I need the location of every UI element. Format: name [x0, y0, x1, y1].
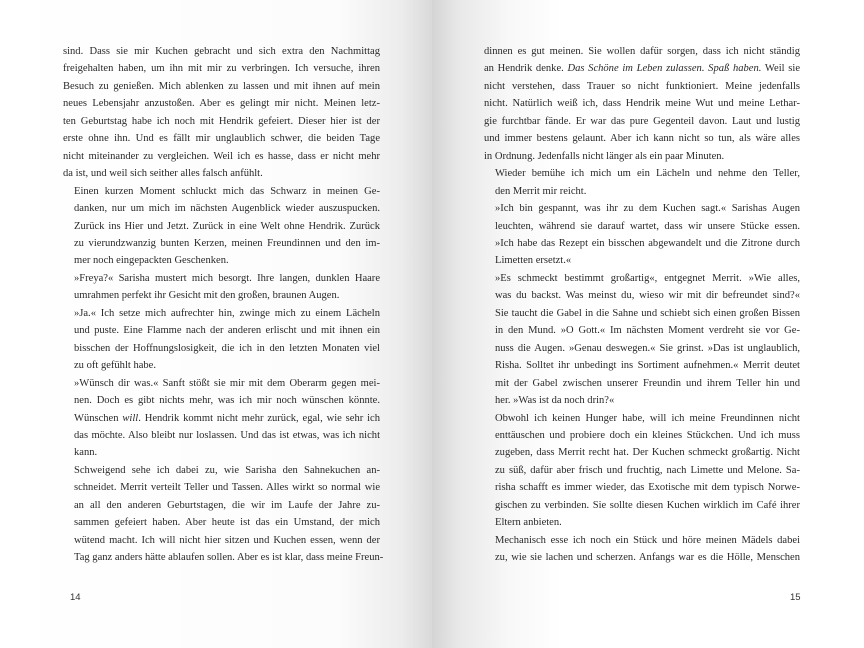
text-line: nuss die Augen. »Genau deswegen.« Sie grinst. »Das ist unglaublich, — [495, 342, 800, 354]
text-line: risha schafft es immer wieder, das Exotische mit dem typisch Norwe- — [495, 482, 800, 494]
text-line: sind. Dass sie mir Kuchen gebracht und sich extra den Nachmittag — [63, 46, 380, 57]
text-line: an all den anderen Geburtstagen, die wir im Laufe der Jahre zu- — [74, 499, 380, 511]
text-line: umrahmen perfekt ihr Gesicht mit den großen, braunen Augen. — [74, 290, 340, 302]
text-line: Tag ganz anders hätte ablaufen sollen. Aber es ist klar, dass meine Freun- — [74, 552, 384, 564]
text-line: zu oft gefühlt habe. — [74, 360, 157, 372]
text-line: enttäuschen und probiere doch ein kleines Stückchen. Und ich muss — [495, 429, 800, 441]
text-line: ten Geburtstag habe ich noch mit Hendrik gefeiert. Dieser hier ist der — [63, 115, 380, 127]
text-line: gie furchtbar fände. Er war das pure Gegenteil davon. Laut und lustig — [484, 115, 800, 127]
text-line: sammen gefeiert haben. Aber heute ist das ein Umstand, der mich — [74, 517, 380, 529]
paragraph — [63, 43, 380, 183]
text-line: und immer bestens gelaunt. Aber ich kann nicht so tun, als wäre alles — [484, 133, 800, 145]
text-line: gischen zu verbinden. Sie sollte diesen Kuchen wirklich im Café ihrer — [495, 499, 800, 511]
text-line: in den Mund. »O Gott.« Im nächsten Moment verdreht sie vor Ge- — [495, 325, 800, 337]
paragraph — [63, 375, 380, 462]
text-line: bisschen der Hoffnungslosigkeit, die ich in den letzten Monaten viel — [74, 342, 380, 354]
italic-span: Das Schöne im Leben zulassen. Spaß haben. — [567, 63, 762, 75]
text-line: Eltern anbieten. — [495, 517, 562, 529]
text-line: nicht miteinander zu vergleichen. Weil ich es hasse, dass er nicht mehr — [63, 150, 380, 162]
text-line: was du backst. Was meinst du, wieso wir mit dir befreundet sind?« — [495, 290, 800, 302]
paragraph — [484, 270, 800, 410]
text-line: Wünschen will. Hendrik kommt nicht mehr zurück, egal, wie sehr ich — [74, 412, 380, 424]
text-line: »Freya?« Sarisha mustert mich besorgt. Ihre langen, dunklen Haare — [74, 272, 380, 284]
paragraph — [63, 183, 380, 270]
paragraph — [63, 305, 380, 375]
text-line: »Ich habe das Rezept ein bisschen abgewandelt und die Zitrone durch — [495, 237, 800, 249]
paragraph — [484, 43, 800, 165]
text-line: Obwohl ich keinen Hunger habe, will ich meine Freundinnen nicht — [495, 412, 800, 424]
text-line: her. »Was ist da noch drin?« — [495, 395, 615, 407]
text-line: und puste. Eine Flamme nach der anderen erlischt und mit ihnen ein — [74, 325, 380, 337]
text-line: nicht verstehen, dass Trauer so nicht funktioniert. Meine jedenfalls — [484, 80, 800, 92]
paragraph — [484, 410, 800, 532]
text-line: nen. Doch es gibt nichts mehr, was ich mir noch wünschen könnte. — [74, 395, 380, 407]
left-page-number: 14 — [70, 592, 81, 603]
text-line: mit der Gabel zwischen unserer Freundin und ihrem Teller hin und — [495, 377, 800, 389]
paragraph — [484, 532, 800, 567]
text-line: kann. — [74, 447, 98, 459]
text-line: neues Lebensjahr anzustoßen. Aber es gelingt mir nicht. Meinen letz- — [63, 98, 380, 110]
right-page-number: 15 — [790, 592, 801, 603]
right-page — [432, 0, 864, 648]
text-line: erste ohne ihn. Und es fällt mir unglaublich schwer, die beiden Tage — [63, 133, 380, 145]
text-line: da ist, und weil sich seither alles falsch anfühlt. — [63, 168, 263, 180]
text-line: zu süß, dafür aber frisch und fruchtig, nach Limette und Melone. Sa- — [495, 464, 800, 476]
text-line: Risha. Solltet ihr unbedingt ins Sortiment aufnehmen.« Merrit deutet — [495, 360, 800, 372]
italic-span: will — [122, 412, 139, 424]
text-line: freigehalten haben, um ihn mit mir zu verbringen. Ich versuche, ihren — [63, 63, 380, 75]
paragraph — [63, 462, 384, 567]
text-line: Einen kurzen Moment schluckt mich das Schwarz in meinen Ge- — [74, 185, 380, 197]
text-line: Besuch zu genießen. Mich ablenken zu lassen und mit ihnen auf mein — [63, 80, 380, 92]
text-line: schneidet. Merrit verteilt Teller und Tassen. Alles wirkt so normal wie — [74, 482, 380, 494]
text-line: danken, nur um mich im nächsten Augenblick wieder auszuspucken. — [74, 203, 380, 215]
text-line: »Ich bin gespannt, was ihr zu dem Kuchen sagt.« Sarishas Augen — [495, 203, 800, 215]
text-line: Zurück ins Hier und Jetzt. Zurück in eine Welt ohne Hendrik. Zurück — [74, 220, 380, 232]
text-line: zu vierundzwanzig bunten Kerzen, meinen Freundinnen und den im- — [74, 237, 380, 249]
text-line: das möchte. Also bleibt nur loslassen. Und das ist etwas, was ich nicht — [74, 429, 380, 441]
paragraph — [484, 165, 800, 200]
text-line: »Es schmeckt bestimmt großartig«, entgegnet Merrit. »Wie alles, — [495, 272, 800, 284]
text-line: in Ordnung. Jedenfalls nicht länger als ein paar Minuten. — [484, 150, 725, 162]
text-line: Wieder bemühe ich mich um ein Lächeln und nehme den Teller, — [495, 168, 800, 180]
text-line: an Hendrik denke. Das Schöne im Leben zulassen. Spaß haben. Weil sie — [484, 63, 801, 75]
text-line: Mechanisch esse ich noch ein Stück und höre meinen Mädels dabei — [495, 534, 800, 546]
text-line: zugeben, dass Merrit recht hat. Der Kuchen schmeckt großartig. Nicht — [495, 447, 800, 459]
text-line: Sie taucht die Gabel in die Sahne und schiebt sich einen großen Bissen — [495, 307, 800, 319]
paragraph — [484, 200, 800, 270]
text-line: »Ja.« Ich setze mich aufrechter hin, zwinge mich zu einem Lächeln — [74, 307, 380, 319]
text-line: Schweigend sehe ich dabei zu, wie Sarisha den Sahnekuchen an- — [74, 464, 380, 476]
text-line: »Wünsch dir was.« Sanft stößt sie mir mit dem Oberarm gegen mei- — [74, 377, 380, 389]
text-line: wütend macht. Ich will nicht hier sitzen und Kuchen essen, wenn der — [74, 534, 380, 546]
text-line: dinnen es gut meinen. Sie wollen dafür sorgen, dass ich nicht ständig — [484, 46, 800, 57]
text-line: Limetten ersetzt.« — [495, 255, 572, 267]
text-line: mer noch eingepackten Geschenken. — [74, 255, 229, 267]
text-line: nicht. Natürlich weiß ich, dass Hendrik meine Wut und meine Lethar- — [484, 98, 800, 110]
text-line: zu, wie sie lachen und scherzen. Anfangs war es die Hölle, Menschen — [495, 552, 800, 564]
text-line: den Merrit mir reicht. — [495, 185, 587, 197]
text-line: leuchten, während sie darauf wartet, dass wir unsere Stücke essen. — [495, 220, 800, 232]
paragraph — [63, 270, 380, 305]
right-page-text — [484, 43, 800, 567]
left-page-text — [63, 43, 384, 567]
